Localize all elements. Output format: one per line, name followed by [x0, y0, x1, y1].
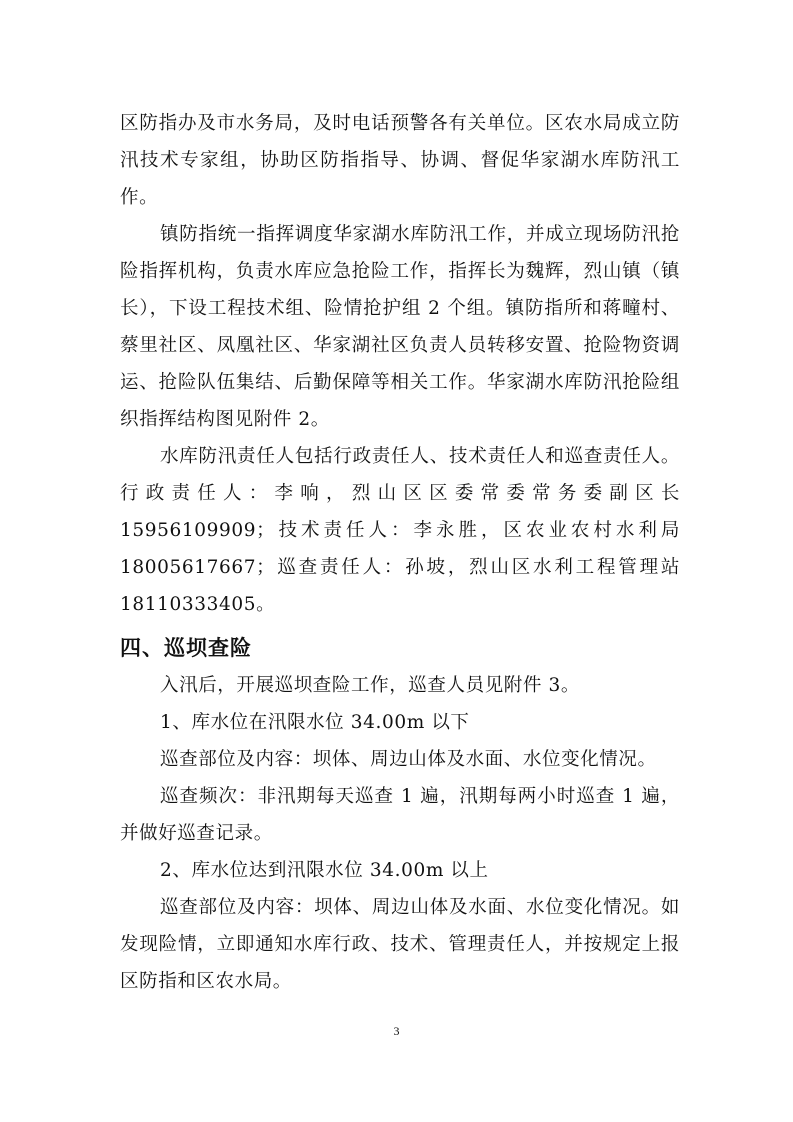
document-body: [120, 105, 680, 1000]
paragraph-responsible-persons: 水库防汛责任人包括行政责任人、技术责任人和巡查责任人。行政责任人：李响，烈山区区委常委常务委副区长 15956109909；技术责任人：李永胜，区农业农村水利局 18005617667；巡查责任人：孙坡，烈山区水利工程管理站 18110333405。: [120, 446, 680, 615]
page-number: 3: [393, 1024, 400, 1038]
paragraph-below-limit-title: 1、库水位在汛限水位 34.00m 以下: [160, 712, 470, 733]
paragraph-patrol-intro: 入汛后，开展巡坝查险工作，巡查人员见附件 3。: [160, 675, 580, 696]
paragraph-town-command: 镇防指统一指挥调度华家湖水库防汛工作，并成立现场防汛抢险指挥机构，负责水库应急抢险工作，指挥长为魏辉，烈山镇（镇长），下设工程技术组、险情抢护组 2 个组。镇防指所和蒋疃村、蔡里社区、凤凰社区、华家湖社区负责人员转移安置、抢险物资调运、抢险队伍集结、后勤保障等相关工作。华家湖水库防汛抢险组织指挥结构图见附件 2。: [120, 224, 680, 430]
paragraph-patrol-frequency: 巡查频次：非汛期每天巡查 1 遍，汛期每两小时巡查 1 遍，并做好巡查记录。: [120, 786, 680, 844]
paragraph-above-limit-title: 2、库水位达到汛限水位 34.00m 以上: [160, 860, 489, 881]
paragraph-flood-office-notice: 区防指办及市水务局，及时电话预警各有关单位。区农水局成立防汛技术专家组，协助区防指指导、协调、督促华家湖水库防汛工作。: [120, 113, 680, 208]
section-heading: 四、巡坝查险: [120, 636, 252, 660]
paragraph-above-limit-content: 巡查部位及内容：坝体、周边山体及水面、水位变化情况。如发现险情，立即通知水库行政、技术、管理责任人，并按规定上报区防指和区农水局。: [120, 897, 680, 992]
paragraph-below-limit-content: 巡查部位及内容：坝体、周边山体及水面、水位变化情况。: [160, 749, 657, 770]
